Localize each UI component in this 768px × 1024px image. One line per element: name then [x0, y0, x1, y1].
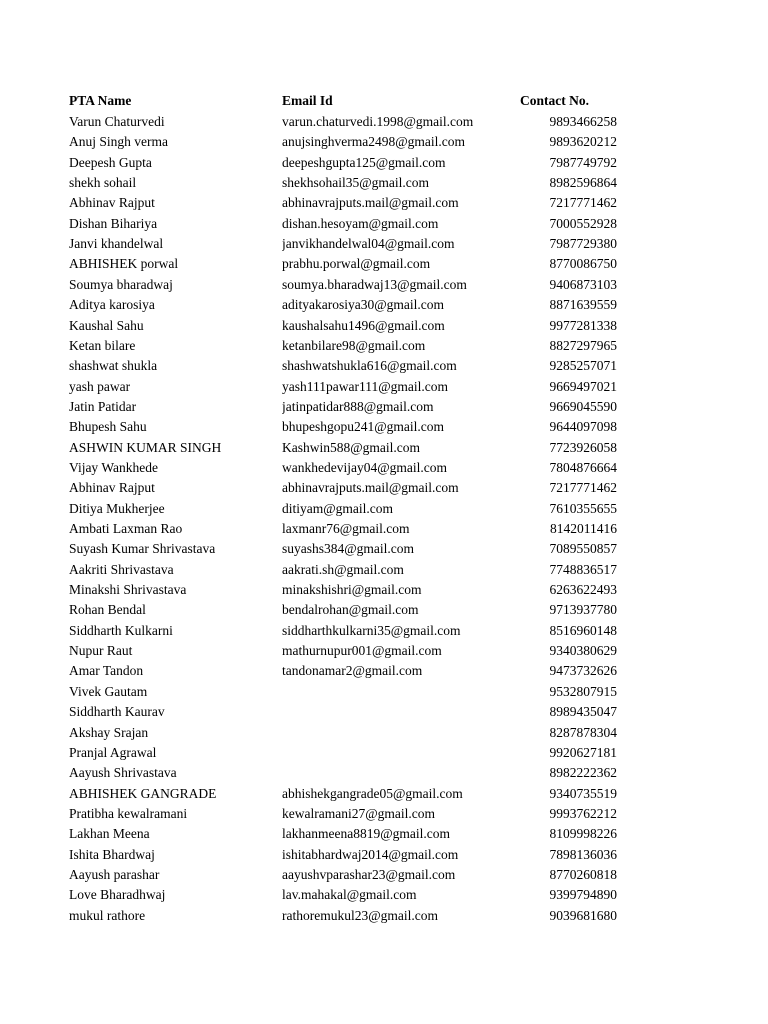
table-row: [0, 295, 768, 315]
email-cell: wankhedevijay04@gmail.com: [282, 459, 448, 475]
contact-number-cell: 8827297965: [549, 337, 617, 353]
pta-name-cell: Janvi khandelwal: [69, 236, 164, 252]
email-cell: anujsinghverma2498@gmail.com: [282, 134, 466, 150]
pta-name-cell: Aditya karosiya: [69, 297, 155, 313]
email-cell: ketanbilare98@gmail.com: [282, 337, 426, 353]
contact-number-cell: 9644097098: [549, 419, 617, 435]
contact-number-cell: 7987749792: [549, 154, 617, 170]
table-row: [0, 661, 768, 681]
pta-name-cell: Nupur Raut: [69, 643, 133, 659]
pta-name-cell: Ditiya Mukherjee: [69, 500, 165, 516]
pta-name-cell: Varun Chaturvedi: [69, 114, 165, 129]
table-row: [0, 804, 768, 824]
contact-number-cell: 7748836517: [549, 561, 617, 577]
email-cell: lakhanmeena8819@gmail.com: [282, 826, 451, 842]
table-row: [0, 702, 768, 722]
table-row: [0, 254, 768, 274]
table-row: [0, 275, 768, 295]
pta-name-cell: Amar Tandon: [69, 663, 144, 679]
pta-name-cell: Aayush parashar: [69, 866, 160, 882]
table-row: [0, 356, 768, 376]
table-row: [0, 580, 768, 600]
pta-name-cell: Pratibha kewalramani: [69, 805, 188, 821]
table-row: [0, 417, 768, 437]
email-cell: aayushvparashar23@gmail.com: [282, 866, 456, 882]
pta-name-cell: mukul rathore: [69, 907, 146, 923]
email-cell: bhupeshgopu241@gmail.com: [282, 419, 445, 435]
table-row: [0, 539, 768, 559]
email-cell: kewalramani27@gmail.com: [282, 805, 436, 821]
contact-number-cell: 8989435047: [549, 704, 617, 720]
table-row: [0, 193, 768, 213]
pta-name-cell: shashwat shukla: [69, 358, 158, 374]
contact-number-cell: 8770086750: [549, 256, 617, 272]
table-row: [0, 173, 768, 193]
email-cell: kaushalsahu1496@gmail.com: [282, 317, 445, 333]
email-cell: minakshishri@gmail.com: [282, 582, 422, 598]
table-row: [0, 865, 768, 885]
table-row: [0, 621, 768, 641]
contact-number-cell: 7804876664: [549, 459, 617, 475]
contact-number-cell: 9473732626: [549, 663, 617, 679]
contact-number-cell: 9399794890: [549, 887, 617, 903]
email-cell: prabhu.porwal@gmail.com: [282, 256, 431, 272]
pta-name-cell: Suyash Kumar Shrivastava: [69, 541, 216, 557]
pta-name-cell: shekh sohail: [69, 175, 137, 191]
pta-name-cell: Dishan Bihariya: [69, 215, 158, 231]
table-row: [0, 682, 768, 702]
email-cell: soumya.bharadwaj13@gmail.com: [282, 276, 467, 292]
table-row: [0, 112, 768, 132]
pta-name-cell: Minakshi Shrivastava: [69, 582, 187, 598]
contact-number-cell: 8982596864: [549, 175, 617, 191]
contact-number-cell: 7000552928: [549, 215, 617, 231]
email-cell: shashwatshukla616@gmail.com: [282, 358, 457, 374]
table-row: [0, 316, 768, 336]
contact-number-cell: 8871639559: [549, 297, 617, 313]
contact-number-cell: 9713937780: [549, 602, 617, 618]
pta-name-cell: Soumya bharadwaj: [69, 276, 173, 292]
contact-number-cell: 9920627181: [549, 744, 617, 760]
contact-number-cell: 9977281338: [549, 317, 617, 333]
table-row: [0, 132, 768, 152]
table-row: [0, 153, 768, 173]
contact-number-cell: 8109998226: [549, 826, 617, 842]
email-cell: abhinavrajputs.mail@gmail.com: [282, 480, 459, 496]
contact-number-cell: 8142011416: [550, 521, 617, 536]
pta-name-cell: Aayush Shrivastava: [69, 765, 177, 781]
pta-name-cell: Kaushal Sahu: [69, 317, 144, 333]
table-row: [0, 743, 768, 763]
contact-number-cell: 7089550857: [549, 541, 617, 557]
email-cell: ishitabhardwaj2014@gmail.com: [282, 846, 459, 862]
table-row: [0, 478, 768, 498]
pta-name-cell: Bhupesh Sahu: [69, 419, 147, 435]
email-cell: dishan.hesoyam@gmail.com: [282, 215, 439, 231]
email-cell: suyashs384@gmail.com: [282, 541, 415, 557]
table-row: [0, 397, 768, 417]
email-cell: siddharthkulkarni35@gmail.com: [282, 622, 461, 638]
table-row: [0, 234, 768, 254]
email-cell: varun.chaturvedi.1998@gmail.com: [282, 114, 474, 129]
contact-number-cell: 9340735519: [549, 785, 617, 801]
table-row: [0, 214, 768, 234]
contact-number-cell: 7217771462: [549, 480, 617, 496]
table-row: [0, 763, 768, 783]
pta-name-cell: Love Bharadhwaj: [69, 887, 166, 903]
pta-name-cell: Siddharth Kaurav: [69, 704, 165, 720]
table-row: [0, 377, 768, 397]
email-cell: deepeshgupta125@gmail.com: [282, 154, 446, 170]
pta-name-cell: Aakriti Shrivastava: [69, 561, 174, 577]
contact-number-cell: 9285257071: [549, 358, 617, 374]
contact-number-cell: 9039681680: [549, 907, 617, 923]
contact-number-cell: 7610355655: [549, 500, 617, 516]
table-row: [0, 824, 768, 844]
contact-number-cell: 9669497021: [549, 378, 617, 394]
table-row: [0, 906, 768, 926]
pta-name-cell: Vivek Gautam: [69, 683, 148, 699]
contact-number-cell: 9406873103: [549, 276, 617, 292]
email-cell: abhishekgangrade05@gmail.com: [282, 785, 463, 801]
pta-name-cell: Anuj Singh verma: [69, 134, 168, 150]
pta-name-cell: Jatin Patidar: [69, 398, 137, 414]
pta-name-cell: Siddharth Kulkarni: [69, 622, 173, 638]
table-row: [0, 519, 768, 539]
email-cell: tandonamar2@gmail.com: [282, 663, 423, 679]
table-row: [0, 784, 768, 804]
pta-name-cell: Akshay Srajan: [69, 724, 149, 740]
pta-name-cell: Lakhan Meena: [69, 826, 150, 842]
email-cell: shekhsohail35@gmail.com: [282, 175, 430, 191]
email-cell: lav.mahakal@gmail.com: [282, 887, 417, 903]
email-cell: Kashwin588@gmail.com: [282, 439, 421, 455]
contact-number-cell: 9893466258: [549, 114, 617, 129]
pta-name-cell: Vijay Wankhede: [69, 459, 158, 475]
contact-number-cell: 7217771462: [549, 195, 617, 211]
table-row: [0, 723, 768, 743]
email-cell: jatinpatidar888@gmail.com: [282, 398, 434, 414]
contact-number-cell: 6263622493: [549, 582, 617, 598]
pta-name-cell: Deepesh Gupta: [69, 154, 152, 170]
contact-number-cell: 9993762212: [549, 805, 617, 821]
pta-name-cell: Abhinav Rajput: [69, 195, 155, 211]
header-email-id: Email Id: [282, 93, 333, 108]
contact-number-cell: 8770260818: [549, 866, 617, 882]
contact-number-cell: 8287878304: [549, 724, 617, 740]
pta-name-cell: Ishita Bhardwaj: [69, 846, 155, 862]
email-cell: bendalrohan@gmail.com: [282, 602, 419, 618]
pta-name-cell: Pranjal Agrawal: [69, 744, 157, 760]
pta-name-cell: Ambati Laxman Rao: [69, 521, 183, 536]
contact-number-cell: 7723926058: [549, 439, 617, 455]
pta-name-cell: Abhinav Rajput: [69, 480, 155, 496]
email-cell: ditiyam@gmail.com: [282, 500, 394, 516]
pta-name-cell: ABHISHEK porwal: [69, 256, 179, 272]
table-row: [0, 336, 768, 356]
email-cell: janvikhandelwal04@gmail.com: [282, 236, 455, 252]
pta-name-cell: yash pawar: [69, 378, 131, 394]
table-row: [0, 499, 768, 519]
email-cell: yash111pawar111@gmail.com: [282, 378, 449, 394]
table-row: [0, 560, 768, 580]
contact-number-cell: 9893620212: [549, 134, 617, 150]
contact-number-cell: 9669045590: [549, 398, 617, 414]
contact-number-cell: 9340380629: [549, 643, 617, 659]
email-cell: adityakarosiya30@gmail.com: [282, 297, 445, 313]
pta-name-cell: Rohan Bendal: [69, 602, 146, 618]
pta-name-cell: Ketan bilare: [69, 337, 136, 353]
contact-number-cell: 7987729380: [549, 236, 617, 252]
table-row: [0, 438, 768, 458]
pta-name-cell: ASHWIN KUMAR SINGH: [69, 439, 222, 455]
contact-number-cell: 8516960148: [549, 622, 617, 638]
table-row: [0, 600, 768, 620]
table-row: [0, 641, 768, 661]
email-cell: abhinavrajputs.mail@gmail.com: [282, 195, 459, 211]
email-cell: rathoremukul23@gmail.com: [282, 907, 439, 923]
header-contact-no: Contact No.: [520, 93, 589, 108]
contact-number-cell: 9532807915: [549, 683, 617, 699]
email-cell: laxmanr76@gmail.com: [282, 521, 410, 536]
table-row: [0, 885, 768, 905]
email-cell: mathurnupur001@gmail.com: [282, 643, 442, 659]
pta-name-cell: ABHISHEK GANGRADE: [69, 785, 217, 801]
table-row: [0, 458, 768, 478]
contact-number-cell: 7898136036: [549, 846, 617, 862]
table-row: [0, 845, 768, 865]
contact-number-cell: 8982222362: [549, 765, 617, 781]
header-pta-name: PTA Name: [69, 93, 132, 108]
email-cell: aakrati.sh@gmail.com: [282, 561, 404, 577]
header-row: [0, 91, 768, 111]
